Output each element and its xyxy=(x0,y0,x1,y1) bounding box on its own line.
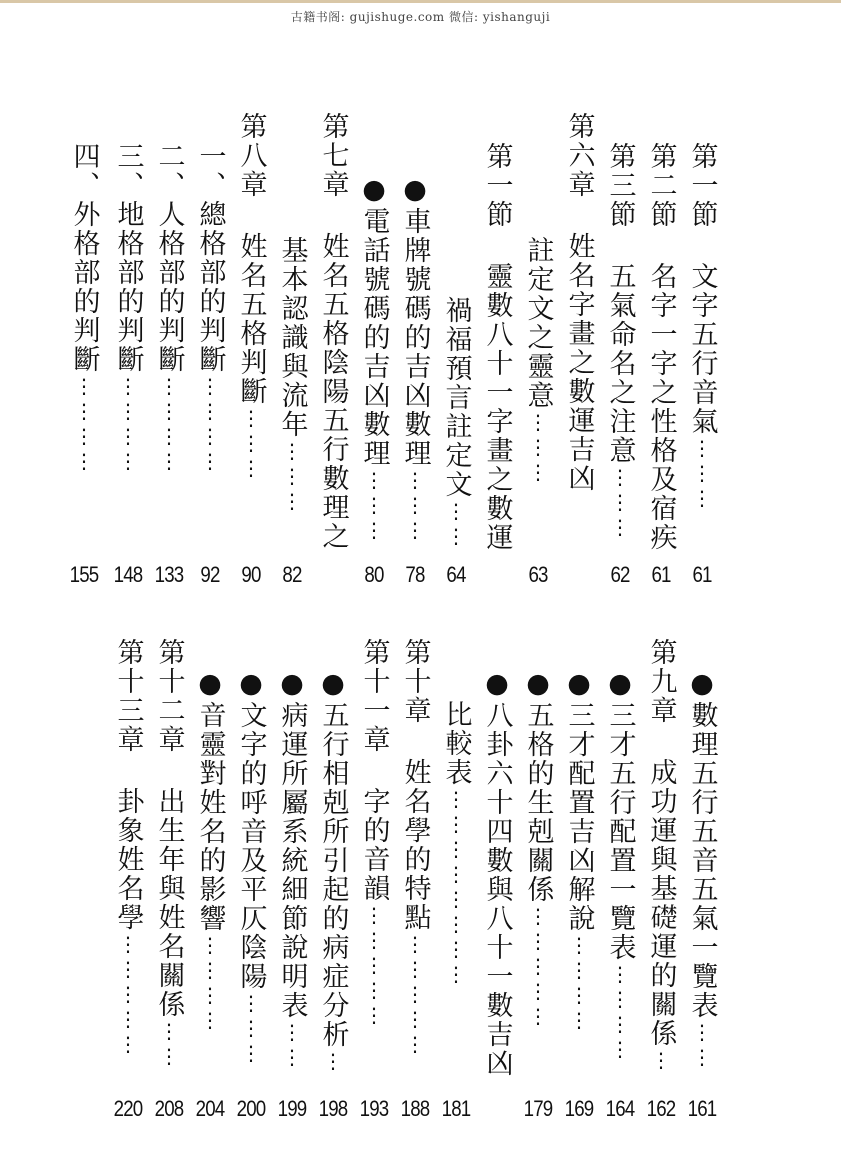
toc-entry xyxy=(602,142,638,592)
toc-entry xyxy=(397,638,433,1126)
toc-entry-title: 禍福預言註定文 xyxy=(440,296,472,499)
toc-entry-title: ●五行相剋所引起的病症分析 xyxy=(317,668,349,1049)
toc-entry xyxy=(561,112,597,592)
toc-entry-title: 第二節 名字一字之性格及宿疾 xyxy=(645,142,677,552)
toc-entry-leader-dots: ⋮⋮⋮ xyxy=(608,465,632,540)
toc-entry-page-number: 155 xyxy=(69,562,99,587)
toc-entry-page-number: 198 xyxy=(318,1096,348,1121)
toc-entry-page-number: 169 xyxy=(564,1096,594,1121)
toc-entry-leader-dots: ⋮⋮⋮ xyxy=(690,436,714,511)
toc-entry-page-number: 188 xyxy=(400,1096,430,1121)
toc-entry-title: 第八章 姓名五格判斷 xyxy=(235,112,267,406)
toc-entry-leader-dots: ⋮⋮⋮ xyxy=(280,439,304,514)
toc-entry-leader-dots: ⋮⋮⋮⋮⋮ xyxy=(403,932,427,1057)
toc-entry-leader-dots: ⋮⋮ xyxy=(280,1020,304,1070)
toc-entry-title: 第六章 姓名字畫之數運吉凶 xyxy=(563,112,595,493)
toc-entry xyxy=(66,142,102,592)
toc-entry-leader-dots: ⋮⋮⋮ xyxy=(239,406,263,481)
toc-entry-page-number: 179 xyxy=(523,1096,553,1121)
toc-entry-title: ●病運所屬系統細節說明表 xyxy=(276,668,308,1020)
toc-entry-leader-dots: ⋮⋮⋮⋮ xyxy=(198,374,222,474)
toc-entry xyxy=(274,236,310,592)
toc-entry-leader-dots: ⋮⋮⋮ xyxy=(526,410,550,485)
toc-entry-leader-dots: ⋮⋮⋮ xyxy=(239,991,263,1066)
toc-entry-title: ●八卦六十四數與八十一數吉凶 xyxy=(481,668,513,1078)
toc-entry xyxy=(479,668,515,1126)
toc-entry-title: 第一節 文字五行音氣 xyxy=(686,142,718,436)
toc-entry-page-number: 208 xyxy=(154,1096,184,1121)
toc-entry xyxy=(151,638,187,1126)
toc-entry-page-number: 90 xyxy=(241,562,261,587)
toc-entry-leader-dots: ⋮⋮⋮⋮⋮ xyxy=(526,904,550,1029)
toc-entry-title: 註定文之靈意 xyxy=(522,236,554,410)
toc-entry-title: 第一節 靈數八十一字畫之數運 xyxy=(481,142,513,552)
toc-entry xyxy=(315,668,351,1126)
toc-entry-page-number: 63 xyxy=(528,562,548,587)
toc-entry-leader-dots: ⋮⋮⋮⋮⋮ xyxy=(116,932,140,1057)
toc-entry-title: 第九章 成功運與基礎運的關係 xyxy=(645,638,677,1048)
toc-entry-leader-dots: ⋮⋮⋮⋮⋮⋮⋮⋮ xyxy=(444,787,468,987)
toc-entry-leader-dots: ⋮⋮⋮⋮ xyxy=(157,374,181,474)
toc-entry-page-number: 62 xyxy=(610,562,630,587)
toc-entry-leader-dots: ⋮⋮ xyxy=(690,1020,714,1070)
toc-entry xyxy=(315,112,351,592)
toc-entry xyxy=(397,174,433,592)
toc-entry-title: 第七章 姓名五格陰陽五行數理之 xyxy=(317,112,349,551)
toc-entry xyxy=(438,296,474,592)
toc-entry-page-number: 61 xyxy=(692,562,712,587)
toc-entry-page-number: 82 xyxy=(282,562,302,587)
toc-entry-leader-dots: ⋮⋮⋮ xyxy=(362,468,386,543)
toc-entry-page-number: 199 xyxy=(277,1096,307,1121)
toc-entry-page-number: 181 xyxy=(441,1096,471,1121)
toc-entry-leader-dots: ⋮ xyxy=(321,1049,345,1074)
toc-entry-leader-dots: ⋮⋮ xyxy=(444,499,468,549)
toc-entry-title: 第十二章 出生年與姓名關係 xyxy=(153,638,185,1019)
toc-entry-page-number: 193 xyxy=(359,1096,389,1121)
toc-entry-title: ●五格的生剋關係 xyxy=(522,668,554,904)
toc-entry xyxy=(438,700,474,1126)
toc-entry-page-number: 92 xyxy=(200,562,220,587)
toc-entry xyxy=(110,638,146,1126)
toc-entry-title: 第十一章 字的音韻 xyxy=(358,638,390,903)
toc-entry-title: 四、外格部的判斷 xyxy=(68,142,100,374)
toc-entry xyxy=(520,668,556,1126)
toc-entry-leader-dots: ⋮⋮ xyxy=(157,1019,181,1069)
toc-entry-leader-dots: ⋮⋮⋮⋮ xyxy=(72,374,96,474)
toc-entry-title: ●數理五行五音五氣一覽表 xyxy=(686,668,718,1020)
toc-entry-leader-dots: ⋮⋮⋮⋮ xyxy=(116,374,140,474)
toc-entry-title: 基本認識與流年 xyxy=(276,236,308,439)
toc-entry-leader-dots: ⋮⋮⋮⋮ xyxy=(608,962,632,1062)
toc-entry-leader-dots: ⋮⋮⋮⋮⋮ xyxy=(362,903,386,1028)
watermark: 古籍书阁: gujishuge.com 微信: yishanguji xyxy=(290,10,551,24)
toc-entry xyxy=(192,142,228,592)
toc-entry-page-number: 200 xyxy=(236,1096,266,1121)
toc-entry-page-number: 148 xyxy=(113,562,143,587)
toc-entry-page-number: 164 xyxy=(605,1096,635,1121)
toc-entry-title: 第十三章 卦象姓名學 xyxy=(112,638,144,932)
toc-entry xyxy=(684,142,720,592)
toc-entry xyxy=(233,668,269,1126)
toc-entry-page-number: 64 xyxy=(446,562,466,587)
toc-entry-page-number: 78 xyxy=(405,562,425,587)
toc-entry-page-number: 220 xyxy=(113,1096,143,1121)
toc-entry-title: 第三節 五氣命名之注意 xyxy=(604,142,636,465)
toc-entry-title: ●三才五行配置一覽表 xyxy=(604,668,636,962)
toc-entry-leader-dots: ⋮ xyxy=(649,1048,673,1073)
toc-entry xyxy=(110,142,146,592)
toc-entry-title: 二、人格部的判斷 xyxy=(153,142,185,374)
toc-entry-leader-dots: ⋮⋮⋮ xyxy=(403,468,427,543)
toc-entry xyxy=(151,142,187,592)
toc-entry-title: ●文字的呼音及平仄陰陽 xyxy=(235,668,267,991)
toc-entry xyxy=(274,668,310,1126)
toc-entry xyxy=(602,668,638,1126)
toc-entry-title: ●車牌號碼的吉凶數理 xyxy=(399,174,431,468)
toc-entry-title: ●音靈對姓名的影響 xyxy=(194,668,226,933)
toc-entry xyxy=(356,174,392,592)
toc-entry-page-number: 61 xyxy=(651,562,671,587)
toc-entry-page-number: 80 xyxy=(364,562,384,587)
toc-entry-title: ●三才配置吉凶解說 xyxy=(563,668,595,933)
toc-entry xyxy=(520,236,556,592)
toc-entry-title: 一、總格部的判斷 xyxy=(194,142,226,374)
toc-entry-title: 第十章 姓名學的特點 xyxy=(399,638,431,932)
top-border xyxy=(0,0,841,3)
toc-entry xyxy=(233,112,269,592)
toc-entry-page-number: 204 xyxy=(195,1096,225,1121)
toc-entry-page-number: 161 xyxy=(687,1096,717,1121)
toc-entry xyxy=(356,638,392,1126)
toc-entry xyxy=(561,668,597,1126)
toc-entry-title: 三、地格部的判斷 xyxy=(112,142,144,374)
toc-entry xyxy=(684,668,720,1126)
toc-entry-leader-dots: ⋮⋮⋮⋮ xyxy=(567,933,591,1033)
toc-entry-title: ●電話號碼的吉凶數理 xyxy=(358,174,390,468)
toc-entry xyxy=(479,142,515,592)
toc-entry-page-number: 162 xyxy=(646,1096,676,1121)
toc-entry-title: 比較表 xyxy=(440,700,472,787)
toc-entry-page-number: 133 xyxy=(154,562,184,587)
toc-entry xyxy=(643,638,679,1126)
toc-entry xyxy=(192,668,228,1126)
toc-entry xyxy=(643,142,679,592)
toc-entry-leader-dots: ⋮⋮⋮⋮ xyxy=(198,933,222,1033)
